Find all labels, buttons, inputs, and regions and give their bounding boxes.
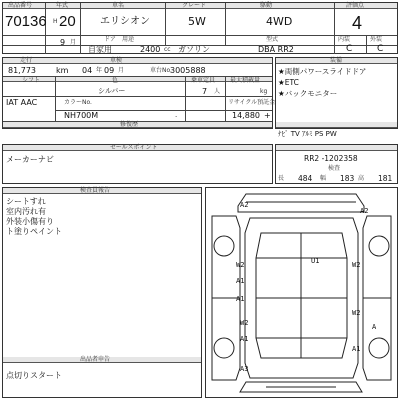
mark-a1-left: A1 (236, 277, 245, 285)
height-label: 高 (358, 175, 365, 182)
month-value: 9 (60, 38, 66, 47)
color-code-label: カラーNo. (64, 99, 92, 106)
mark-a3-bottom: A3 (240, 365, 249, 373)
fuel-value: ガソリン (178, 45, 210, 54)
chassis-label: 車台No. (150, 67, 172, 74)
mark-w2-right: W2 (352, 261, 361, 269)
mileage-label: 走行 (20, 57, 33, 64)
shift-value: IAT AAC (6, 98, 38, 107)
seller-text: 点切りスタート (6, 371, 62, 380)
year-value: 20 (59, 13, 76, 30)
mark-a1-back: A1 (352, 345, 361, 353)
capacity-label: 乗車定員 (191, 77, 216, 84)
drive-value: 4WD (266, 15, 293, 28)
mark-a2-right: A2 (360, 207, 369, 215)
equipment-item-3: ★バックモニター (278, 89, 338, 98)
grade-label: グレード (182, 2, 207, 9)
recycle-suffix: + (264, 111, 271, 120)
exterior-grade: C (377, 44, 384, 54)
color-code-value: NH700M (64, 111, 99, 120)
shaken-month: 09 (104, 66, 115, 75)
shaken-value: 04 (82, 66, 93, 75)
color-value: シルバー (98, 87, 126, 95)
year-label: 年式 (56, 2, 69, 9)
shaken-month-unit: 月 (118, 67, 125, 74)
interior-label: 内装 (338, 36, 351, 43)
dimension-code: RR2 -1202358 (304, 154, 358, 163)
chassis-value: 3005888 (170, 66, 206, 75)
mark-u1: U1 (311, 257, 320, 265)
info-label-bar (3, 58, 272, 64)
width-label: 幅 (320, 175, 327, 182)
interior-grade: C (346, 44, 353, 54)
mark-a1-lower: A1 (240, 335, 249, 343)
inspector-item-1: シートすれ (6, 197, 46, 206)
history-label: 修復歴 (120, 121, 139, 128)
model-label: 車名 (112, 2, 125, 9)
seller-label: 出品者申告 (80, 356, 111, 363)
mark-a-rear: A (372, 323, 377, 331)
inspector-label: 検査員報告 (80, 187, 111, 194)
dimensions-label-bar (276, 145, 397, 151)
mileage-value: 81,773 (8, 66, 36, 75)
grade-value: 5W (188, 15, 206, 28)
lot-number: 70136 (5, 13, 47, 30)
recycle-value: 14,880 (232, 111, 260, 120)
height-value: 181 (378, 174, 393, 183)
mark-w2-left: W2 (236, 261, 245, 269)
mark-a1-mid: A1 (236, 295, 245, 303)
year-era: H (53, 18, 58, 25)
mark-a2-top: A2 (240, 201, 249, 209)
drive-label: 駆動 (260, 2, 273, 9)
month-unit: 月 (70, 39, 77, 46)
car-diagram (206, 188, 397, 397)
score-label: 評価点 (346, 2, 365, 9)
mark-w2-back: W2 (352, 309, 361, 317)
usage-value: 自家用 (88, 45, 112, 54)
shift-label: シフト (22, 77, 41, 84)
color-label: 色 (112, 77, 119, 84)
mark-w2-left2: W2 (240, 319, 249, 327)
lot-label: 出品番号 (8, 2, 33, 9)
length-label: 長 (278, 175, 285, 182)
model-value: エリシオン (100, 16, 150, 27)
score-value: 4 (352, 13, 363, 33)
notes-label: セールスポイント (110, 144, 158, 151)
shaken-year-unit: 年 (96, 67, 103, 74)
exterior-label: 外装 (370, 36, 383, 43)
notes-text: メーカーナビ (6, 155, 54, 164)
inspector-item-4: ト塗りペイント (6, 227, 62, 236)
recycle-label: リサイクル預託金 (228, 99, 276, 106)
length-value: 484 (298, 174, 313, 183)
equipment-item-1: ★両側パワースライドドア (278, 67, 367, 76)
capacity-unit: 人 (214, 88, 221, 95)
inspector-item-3: 外装小傷有り (6, 217, 54, 226)
cc-value: 2400 (140, 45, 161, 54)
equipment-item-2: ★ETC (278, 78, 299, 87)
shaken-label: 車検 (110, 57, 123, 64)
cc-unit: cc (164, 46, 171, 53)
capacity-value: 7 (202, 87, 208, 96)
width-value: 183 (340, 174, 355, 183)
options-label-bar (276, 122, 397, 128)
type-value: DBA RR2 (258, 45, 294, 54)
inspector-item-2: 室内汚れ有 (6, 207, 46, 216)
type-label: 型式 (266, 36, 279, 43)
color-code-dot: . (175, 111, 178, 119)
usage-label: 用途 (122, 36, 135, 43)
doors-label: ドア (104, 36, 116, 43)
options-value: ﾅﾋﾞ TV ｱﾙﾐ PS PW (278, 130, 337, 138)
load-label: 最大積載量 (230, 77, 261, 84)
equipment-label: 装備 (330, 57, 343, 64)
load-unit: kg (260, 88, 268, 95)
mileage-unit: km (56, 66, 69, 75)
inspection-label: 検査 (328, 165, 341, 172)
